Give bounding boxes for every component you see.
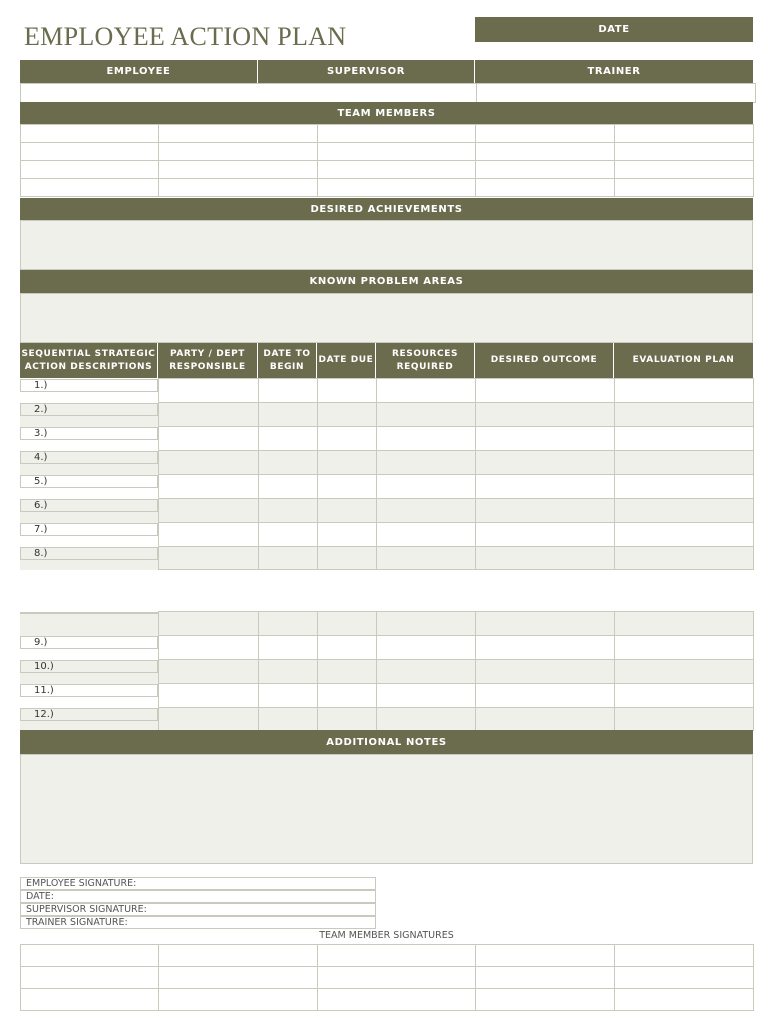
team-member-cell[interactable] xyxy=(615,161,754,179)
table-cell[interactable] xyxy=(158,660,258,684)
table-cell[interactable] xyxy=(475,636,614,660)
table-row xyxy=(20,379,753,403)
table-row xyxy=(20,547,753,570)
table-row xyxy=(20,475,753,499)
employee-header: EMPLOYEE xyxy=(20,60,258,83)
table-cell[interactable] xyxy=(614,379,753,403)
team-member-cell[interactable] xyxy=(615,179,754,197)
table-row xyxy=(20,451,753,475)
table-cell[interactable] xyxy=(614,612,753,636)
table-row xyxy=(20,403,753,427)
table-cell[interactable] xyxy=(614,475,753,499)
table-cell[interactable] xyxy=(158,636,258,660)
table-cell[interactable] xyxy=(158,379,258,403)
team-member-cell[interactable] xyxy=(159,143,318,161)
table-cell[interactable] xyxy=(475,427,614,451)
row-label[interactable]: 9.) xyxy=(20,636,158,649)
team-member-cell[interactable] xyxy=(21,161,159,179)
table-cell[interactable] xyxy=(376,379,475,403)
table-cell[interactable] xyxy=(614,660,753,684)
table-cell[interactable] xyxy=(614,708,753,731)
table-cell[interactable] xyxy=(614,451,753,475)
table-cell[interactable] xyxy=(158,612,258,636)
table-cell[interactable] xyxy=(258,684,317,708)
team-member-cell[interactable] xyxy=(21,179,159,197)
col-party-responsible: PARTY / DEPT RESPONSIBLE xyxy=(158,343,258,378)
supervisor-signature-field[interactable]: SUPERVISOR SIGNATURE: xyxy=(20,903,376,916)
team-member-signature-cell[interactable] xyxy=(476,967,615,989)
team-members-header: TEAM MEMBERS xyxy=(20,102,753,124)
trainer-signature-field[interactable]: TRAINER SIGNATURE: xyxy=(20,916,376,929)
table-cell[interactable] xyxy=(376,612,475,636)
table-cell[interactable] xyxy=(317,636,376,660)
col-date-to-begin: DATE TO BEGIN xyxy=(258,343,317,378)
table-cell[interactable] xyxy=(376,427,475,451)
table-cell[interactable] xyxy=(475,523,614,547)
team-member-cell[interactable] xyxy=(476,179,615,197)
additional-notes-header: ADDITIONAL NOTES xyxy=(20,730,753,754)
team-member-cell[interactable] xyxy=(318,143,476,161)
date-signature-field[interactable]: DATE: xyxy=(20,890,376,903)
team-member-cell[interactable] xyxy=(159,179,318,197)
table-cell[interactable] xyxy=(376,523,475,547)
table-row xyxy=(20,612,753,636)
table-cell[interactable] xyxy=(317,708,376,731)
team-member-signatures-grid xyxy=(20,944,754,1011)
table-cell[interactable] xyxy=(376,708,475,731)
table-cell[interactable] xyxy=(317,427,376,451)
table-row xyxy=(20,708,753,731)
table-cell[interactable] xyxy=(317,379,376,403)
team-member-cell[interactable] xyxy=(318,179,476,197)
table-cell[interactable] xyxy=(475,660,614,684)
col-desired-outcome: DESIRED OUTCOME xyxy=(475,343,614,378)
team-member-cell[interactable] xyxy=(615,125,754,143)
table-cell[interactable] xyxy=(317,612,376,636)
desired-achievements-field[interactable] xyxy=(20,220,753,270)
table-cell[interactable] xyxy=(317,499,376,523)
table-row xyxy=(20,684,753,708)
table-cell[interactable] xyxy=(158,708,258,731)
team-member-signature-cell[interactable] xyxy=(159,967,318,989)
team-member-signature-cell[interactable] xyxy=(318,945,476,967)
team-member-cell[interactable] xyxy=(21,125,159,143)
date-header: DATE xyxy=(475,17,753,42)
table-cell[interactable] xyxy=(614,636,753,660)
table-cell[interactable] xyxy=(376,475,475,499)
row-label[interactable]: 10.) xyxy=(20,660,158,673)
table-cell[interactable] xyxy=(158,427,258,451)
table-cell[interactable] xyxy=(317,451,376,475)
table-cell[interactable] xyxy=(376,660,475,684)
col-resources-required: RESOURCES REQUIRED xyxy=(376,343,475,378)
table-cell[interactable] xyxy=(158,684,258,708)
row-label[interactable]: 3.) xyxy=(20,427,158,440)
table-cell[interactable] xyxy=(158,499,258,523)
team-member-cell[interactable] xyxy=(318,161,476,179)
table-cell[interactable] xyxy=(475,708,614,731)
employee-signature-field[interactable]: EMPLOYEE SIGNATURE: xyxy=(20,877,376,890)
team-member-cell[interactable] xyxy=(318,125,476,143)
col-action-descriptions: SEQUENTIAL STRATEGIC ACTION DESCRIPTIONS xyxy=(20,343,158,378)
table-cell[interactable] xyxy=(317,684,376,708)
table-cell[interactable] xyxy=(258,612,317,636)
row-label[interactable]: 8.) xyxy=(20,547,158,560)
team-member-signature-cell[interactable] xyxy=(615,945,754,967)
row-label[interactable]: 7.) xyxy=(20,523,158,536)
table-cell[interactable] xyxy=(258,475,317,499)
table-cell[interactable] xyxy=(158,475,258,499)
team-member-signature-cell[interactable] xyxy=(476,989,615,1011)
table-cell[interactable] xyxy=(376,547,475,570)
team-member-signature-cell[interactable] xyxy=(318,967,476,989)
team-member-signature-cell[interactable] xyxy=(159,989,318,1011)
desired-achievements-header: DESIRED ACHIEVEMENTS xyxy=(20,198,753,220)
team-member-signatures-label: TEAM MEMBER SIGNATURES xyxy=(319,930,454,941)
table-cell[interactable] xyxy=(614,523,753,547)
page-title: EMPLOYEE ACTION PLAN xyxy=(24,22,347,51)
plan-table-page-2 xyxy=(20,611,754,731)
plan-table-page-1 xyxy=(20,378,754,570)
table-cell[interactable] xyxy=(258,403,317,427)
row-label[interactable]: 11.) xyxy=(20,684,158,697)
table-cell[interactable] xyxy=(158,523,258,547)
table-cell[interactable] xyxy=(317,403,376,427)
table-cell[interactable] xyxy=(376,636,475,660)
trainer-header: TRAINER xyxy=(475,60,753,83)
table-cell[interactable] xyxy=(258,547,317,570)
table-cell[interactable] xyxy=(317,547,376,570)
team-member-cell[interactable] xyxy=(615,143,754,161)
table-row xyxy=(20,499,753,523)
table-row xyxy=(20,660,753,684)
table-cell[interactable] xyxy=(475,684,614,708)
table-cell[interactable] xyxy=(475,612,614,636)
people-entry-row xyxy=(20,83,756,103)
table-cell[interactable] xyxy=(475,451,614,475)
team-member-signature-cell[interactable] xyxy=(21,945,159,967)
known-problem-areas-header: KNOWN PROBLEM AREAS xyxy=(20,270,753,293)
table-cell[interactable] xyxy=(317,660,376,684)
table-cell[interactable] xyxy=(376,684,475,708)
team-member-signature-cell[interactable] xyxy=(476,945,615,967)
table-cell[interactable] xyxy=(158,547,258,570)
col-date-due: DATE DUE xyxy=(317,343,376,378)
team-member-cell[interactable] xyxy=(21,143,159,161)
table-cell[interactable] xyxy=(317,475,376,499)
row-label[interactable]: 6.) xyxy=(20,499,158,512)
row-label[interactable]: 2.) xyxy=(20,403,158,416)
table-row xyxy=(20,523,753,547)
team-member-signature-cell[interactable] xyxy=(21,989,159,1011)
supervisor-header: SUPERVISOR xyxy=(258,60,475,83)
table-cell[interactable] xyxy=(376,403,475,427)
table-cell[interactable] xyxy=(158,451,258,475)
table-cell[interactable] xyxy=(376,451,475,475)
table-cell[interactable] xyxy=(475,499,614,523)
table-cell[interactable] xyxy=(258,708,317,731)
row-label[interactable] xyxy=(20,612,158,614)
signature-table xyxy=(20,877,753,929)
row-label[interactable]: 12.) xyxy=(20,708,158,721)
team-member-signature-cell[interactable] xyxy=(615,989,754,1011)
table-cell[interactable] xyxy=(158,403,258,427)
table-cell[interactable] xyxy=(614,684,753,708)
table-cell[interactable] xyxy=(258,499,317,523)
table-row xyxy=(20,636,753,660)
table-cell[interactable] xyxy=(614,427,753,451)
table-cell[interactable] xyxy=(475,403,614,427)
table-cell[interactable] xyxy=(258,660,317,684)
table-cell[interactable] xyxy=(258,379,317,403)
table-row xyxy=(20,427,753,451)
col-evaluation-plan: EVALUATION PLAN xyxy=(614,343,753,378)
team-member-signature-cell[interactable] xyxy=(159,945,318,967)
employee-supervisor-field[interactable] xyxy=(21,84,477,103)
trainer-field[interactable] xyxy=(477,84,756,103)
team-members-grid xyxy=(20,124,754,197)
table-cell[interactable] xyxy=(614,547,753,570)
table-cell[interactable] xyxy=(317,523,376,547)
team-member-cell[interactable] xyxy=(159,161,318,179)
team-member-cell[interactable] xyxy=(476,143,615,161)
table-cell[interactable] xyxy=(258,451,317,475)
table-cell[interactable] xyxy=(258,636,317,660)
table-cell[interactable] xyxy=(614,403,753,427)
team-member-signature-cell[interactable] xyxy=(318,989,476,1011)
table-cell[interactable] xyxy=(258,523,317,547)
additional-notes-field[interactable] xyxy=(20,754,753,864)
table-cell[interactable] xyxy=(475,547,614,570)
table-cell[interactable] xyxy=(614,499,753,523)
team-member-signature-cell[interactable] xyxy=(21,967,159,989)
row-label[interactable]: 1.) xyxy=(20,379,158,392)
table-cell[interactable] xyxy=(258,427,317,451)
row-label[interactable]: 5.) xyxy=(20,475,158,488)
table-cell[interactable] xyxy=(475,379,614,403)
table-cell[interactable] xyxy=(475,475,614,499)
known-problem-areas-field[interactable] xyxy=(20,293,753,343)
team-member-signature-cell[interactable] xyxy=(615,967,754,989)
team-member-cell[interactable] xyxy=(476,161,615,179)
team-member-cell[interactable] xyxy=(476,125,615,143)
row-label[interactable]: 4.) xyxy=(20,451,158,464)
table-cell[interactable] xyxy=(376,499,475,523)
team-member-cell[interactable] xyxy=(159,125,318,143)
